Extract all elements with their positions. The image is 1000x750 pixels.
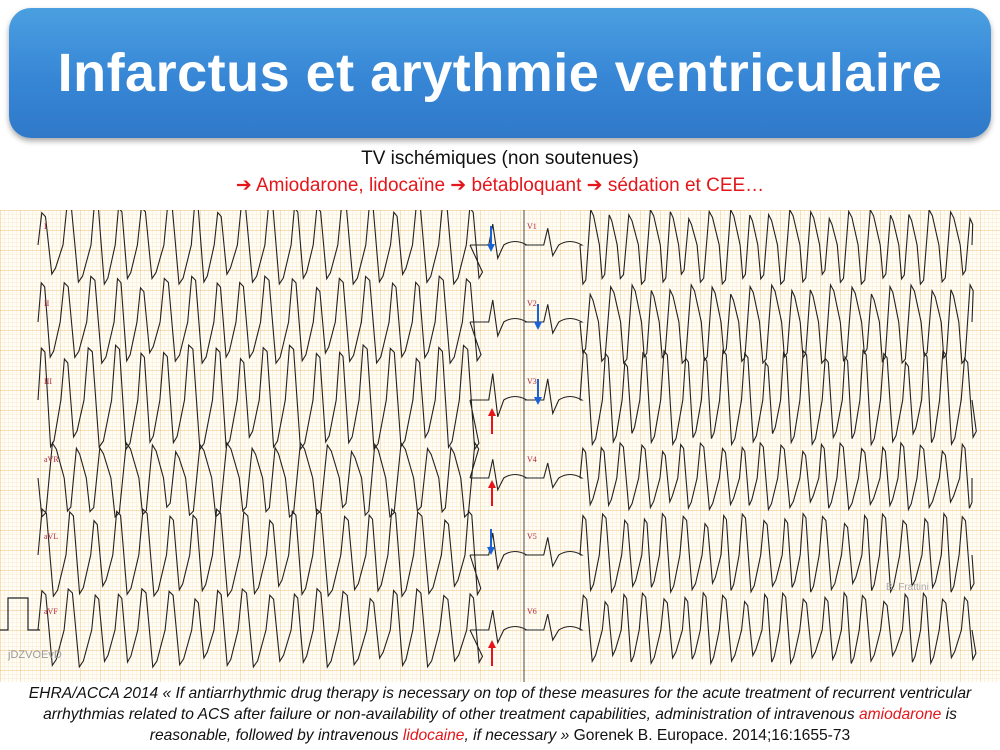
caption-text-3: , if necessary » [464,727,570,744]
lead-ii-label: II [44,299,50,308]
lead-avf-label: aVF [44,607,58,616]
slide-title: Infarctus et arythmie ventriculaire [57,43,943,103]
lead-v3-label: V3 [527,377,537,386]
lead-v2-label: V2 [527,299,537,308]
caption-reference: Gorenek B. Europace. 2014;16:1655-73 [569,727,851,744]
caption-text-2: is reasonable, followed by intravenous [149,706,957,744]
caption-text-1: EHRA/ACCA 2014 « If antiarrhythmic drug therapy is necessary on top of these measures for the acute treatment of recurrent ventricular arrhythmias related to ACS after failure or non-availability of other treatment capabilities, administration of intravenous [28,685,972,723]
title-banner [9,8,991,138]
caption-drug-lidocaine: lidocaine [402,727,465,744]
lead-v1-label: V1 [527,222,537,231]
lead-v4-label: V4 [527,455,537,464]
lead-avr-label: aVR [44,455,59,464]
lead-i-label: I [44,222,47,231]
ecg-figure [0,210,1000,682]
lead-avl-label: aVL [44,532,59,541]
ecg-tracing [0,210,1000,682]
ecg-grid [0,210,1000,682]
caption-drug-amiodarone: amiodarone [858,706,942,723]
lead-v6-label: V6 [527,607,537,616]
lead-iii-label: III [44,377,52,386]
watermark-right: B. Frattini [886,582,929,593]
subtitle-line-1: TV ischémiques (non soutenues) [361,148,639,169]
subtitle-line-2: ➔ Amiodarone, lidocaïne ➔ bétabloquant ➔ sédation et CEE… [235,175,765,196]
watermark-left: jDZVOEvD [8,649,62,661]
lead-v5-label: V5 [527,532,537,541]
citation-caption [10,683,990,746]
